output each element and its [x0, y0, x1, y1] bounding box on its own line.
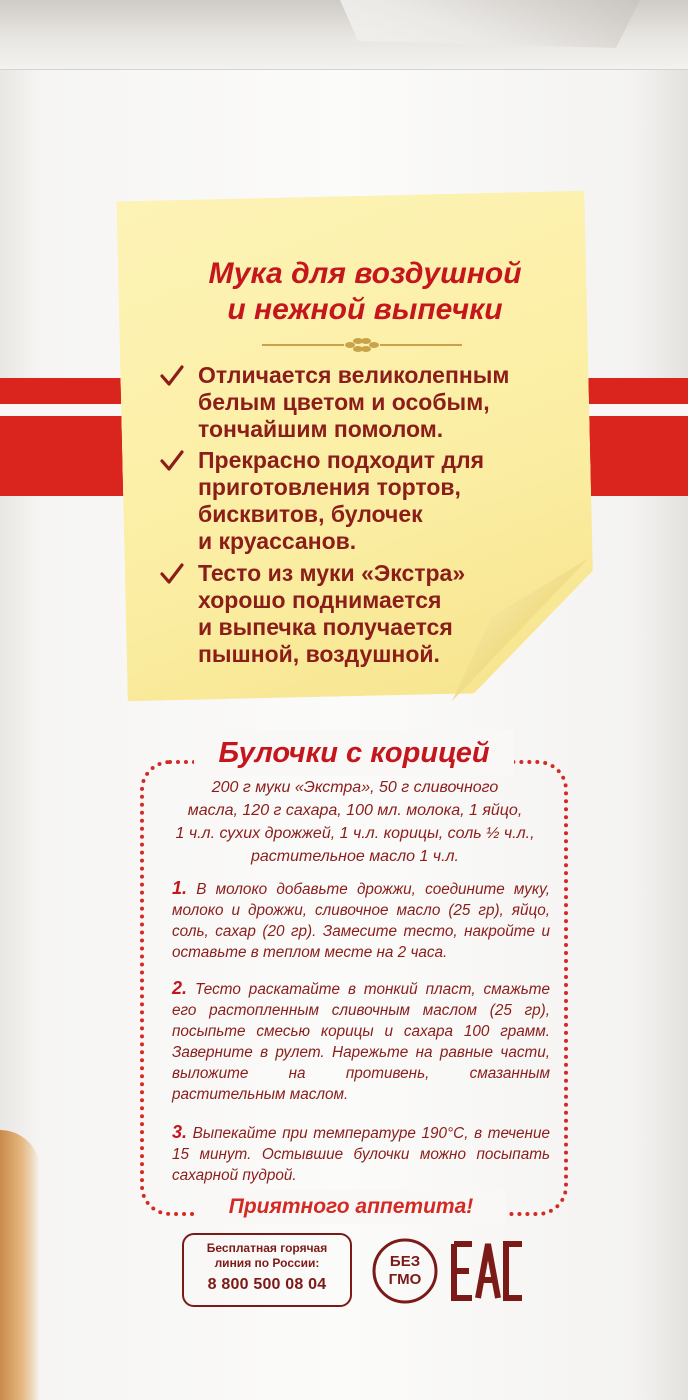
checkmark-icon [160, 364, 184, 388]
feature-text: Тесто из муки «Экстра» хорошо поднимается и выпечка получается пышной, воздушной. [198, 560, 466, 667]
feature-text: Отличается великолепным белым цветом и особым, тончайшим помолом. [198, 362, 510, 442]
step-number: 1. [172, 878, 188, 898]
feature-item-2 [160, 447, 580, 555]
checkmark-icon [160, 562, 184, 586]
note-title [150, 256, 580, 328]
step-number: 2. [172, 978, 188, 998]
eac-mark-icon [450, 1240, 526, 1302]
no-gmo-badge-icon [371, 1237, 439, 1305]
step-text: Выпекайте при температуре 190°С, в течение 15 минут. Остывшие булочки можно посыпать сахарной пудрой. [172, 1125, 550, 1184]
closing-text: Приятного аппетита! [228, 1195, 474, 1218]
feature-item-1 [160, 362, 580, 443]
recipe-step-2 [172, 978, 550, 1105]
step-text: В молоко добавьте дрожжи, соедините муку, молоко и дрожжи, сливочное масло (25 гр), яйцо, соль, сахар (20 гр). Замесите тесто, накройте и оставьте в теплом месте на 2 часа. [172, 881, 550, 961]
feature-item-3 [160, 560, 580, 668]
hotline-phone: 8 800 500 08 04 [207, 1276, 327, 1293]
recipe-title: Булочки с корицей [218, 737, 490, 769]
step-text: Тесто раскатайте в тонкий пласт, смажьте его растопленным сливочным маслом (25 гр), посыпьте смесью корицы и сахара 100 грамм. Заверните в рулет. Нарежьте на равные части, выложите на противень, смазанным растительным маслом. [172, 981, 551, 1103]
gmo-line1: БЕЗ [389, 1253, 421, 1270]
hotline-badge [182, 1233, 352, 1307]
bag-top-flap [340, 0, 640, 48]
wooden-board [0, 1130, 40, 1400]
step-number: 3. [172, 1122, 188, 1142]
closing-box [196, 1190, 506, 1224]
recipe-title-box [194, 730, 514, 776]
feature-text: Прекрасно подходит для приготовления тортов, бисквитов, булочек и круассанов. [198, 447, 485, 554]
hotline-label: Бесплатная горячая линия по России: [206, 1241, 328, 1270]
note-title-line2: и нежной выпечки [227, 293, 503, 326]
note-title-line1: Мука для воздушной [208, 257, 522, 290]
recipe-step-1 [172, 878, 550, 963]
recipe-ingredients: 200 г муки «Экстра», 50 г сливочного масла, 120 г сахара, 100 мл. молока, 1 яйцо, 1 ч.л. сухих дрожжей, 1 ч.л. корицы, соль ½ ч.л., растительное масло 1 ч.л. [175, 779, 535, 865]
recipe-step-3 [172, 1122, 550, 1186]
wheat-divider-icon [262, 334, 462, 356]
gmo-line2: ГМО [388, 1271, 422, 1288]
checkmark-icon [160, 449, 184, 473]
